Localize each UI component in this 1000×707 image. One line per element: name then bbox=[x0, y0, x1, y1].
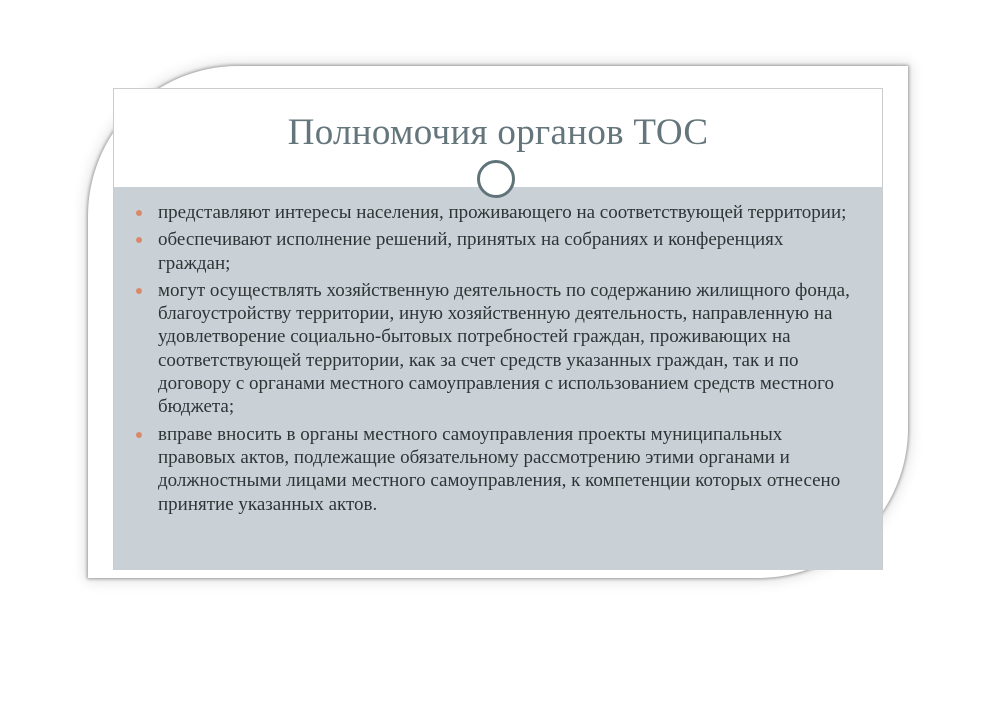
bullet-text: вправе вносить в органы местного самоуправления проекты муниципальных правовых актов, подлежащие обязательному рассмотрению этими органами и должностными лицами местного самоуправления, к компетенции которых отнесено принятие указанных актов. bbox=[158, 423, 841, 515]
bullet-text: представляют интересы населения, проживающего на соответствующей территории; bbox=[158, 202, 847, 223]
dot-bullet-icon bbox=[136, 432, 142, 438]
bullet-item bbox=[134, 201, 854, 224]
bullet-item bbox=[134, 279, 854, 419]
bullet-text: могут осуществлять хозяйственную деятельность по содержанию жилищного фонда, благоустройству территории, иную хозяйственную деятельность, направленную на удовлетворение социально-бытовых потребностей граждан, проживающих на соответствующей территории, как за счет средств указанных граждан, так и по договору с органами местного самоуправления с использованием средств местного бюджета; bbox=[158, 279, 850, 418]
bullet-item bbox=[134, 228, 854, 275]
dot-bullet-icon bbox=[136, 237, 142, 243]
bullet-text: обеспечивают исполнение решений, принятых на собраниях и конференциях граждан; bbox=[158, 229, 784, 274]
ring-divider-icon bbox=[477, 160, 515, 198]
bullet-item bbox=[134, 423, 854, 516]
slide-title: Полномочия органов ТОС bbox=[287, 112, 709, 153]
content-area bbox=[114, 187, 882, 570]
dot-bullet-icon bbox=[136, 210, 142, 216]
bullet-list bbox=[134, 201, 854, 520]
dot-bullet-icon bbox=[136, 288, 142, 294]
slide bbox=[113, 88, 883, 570]
